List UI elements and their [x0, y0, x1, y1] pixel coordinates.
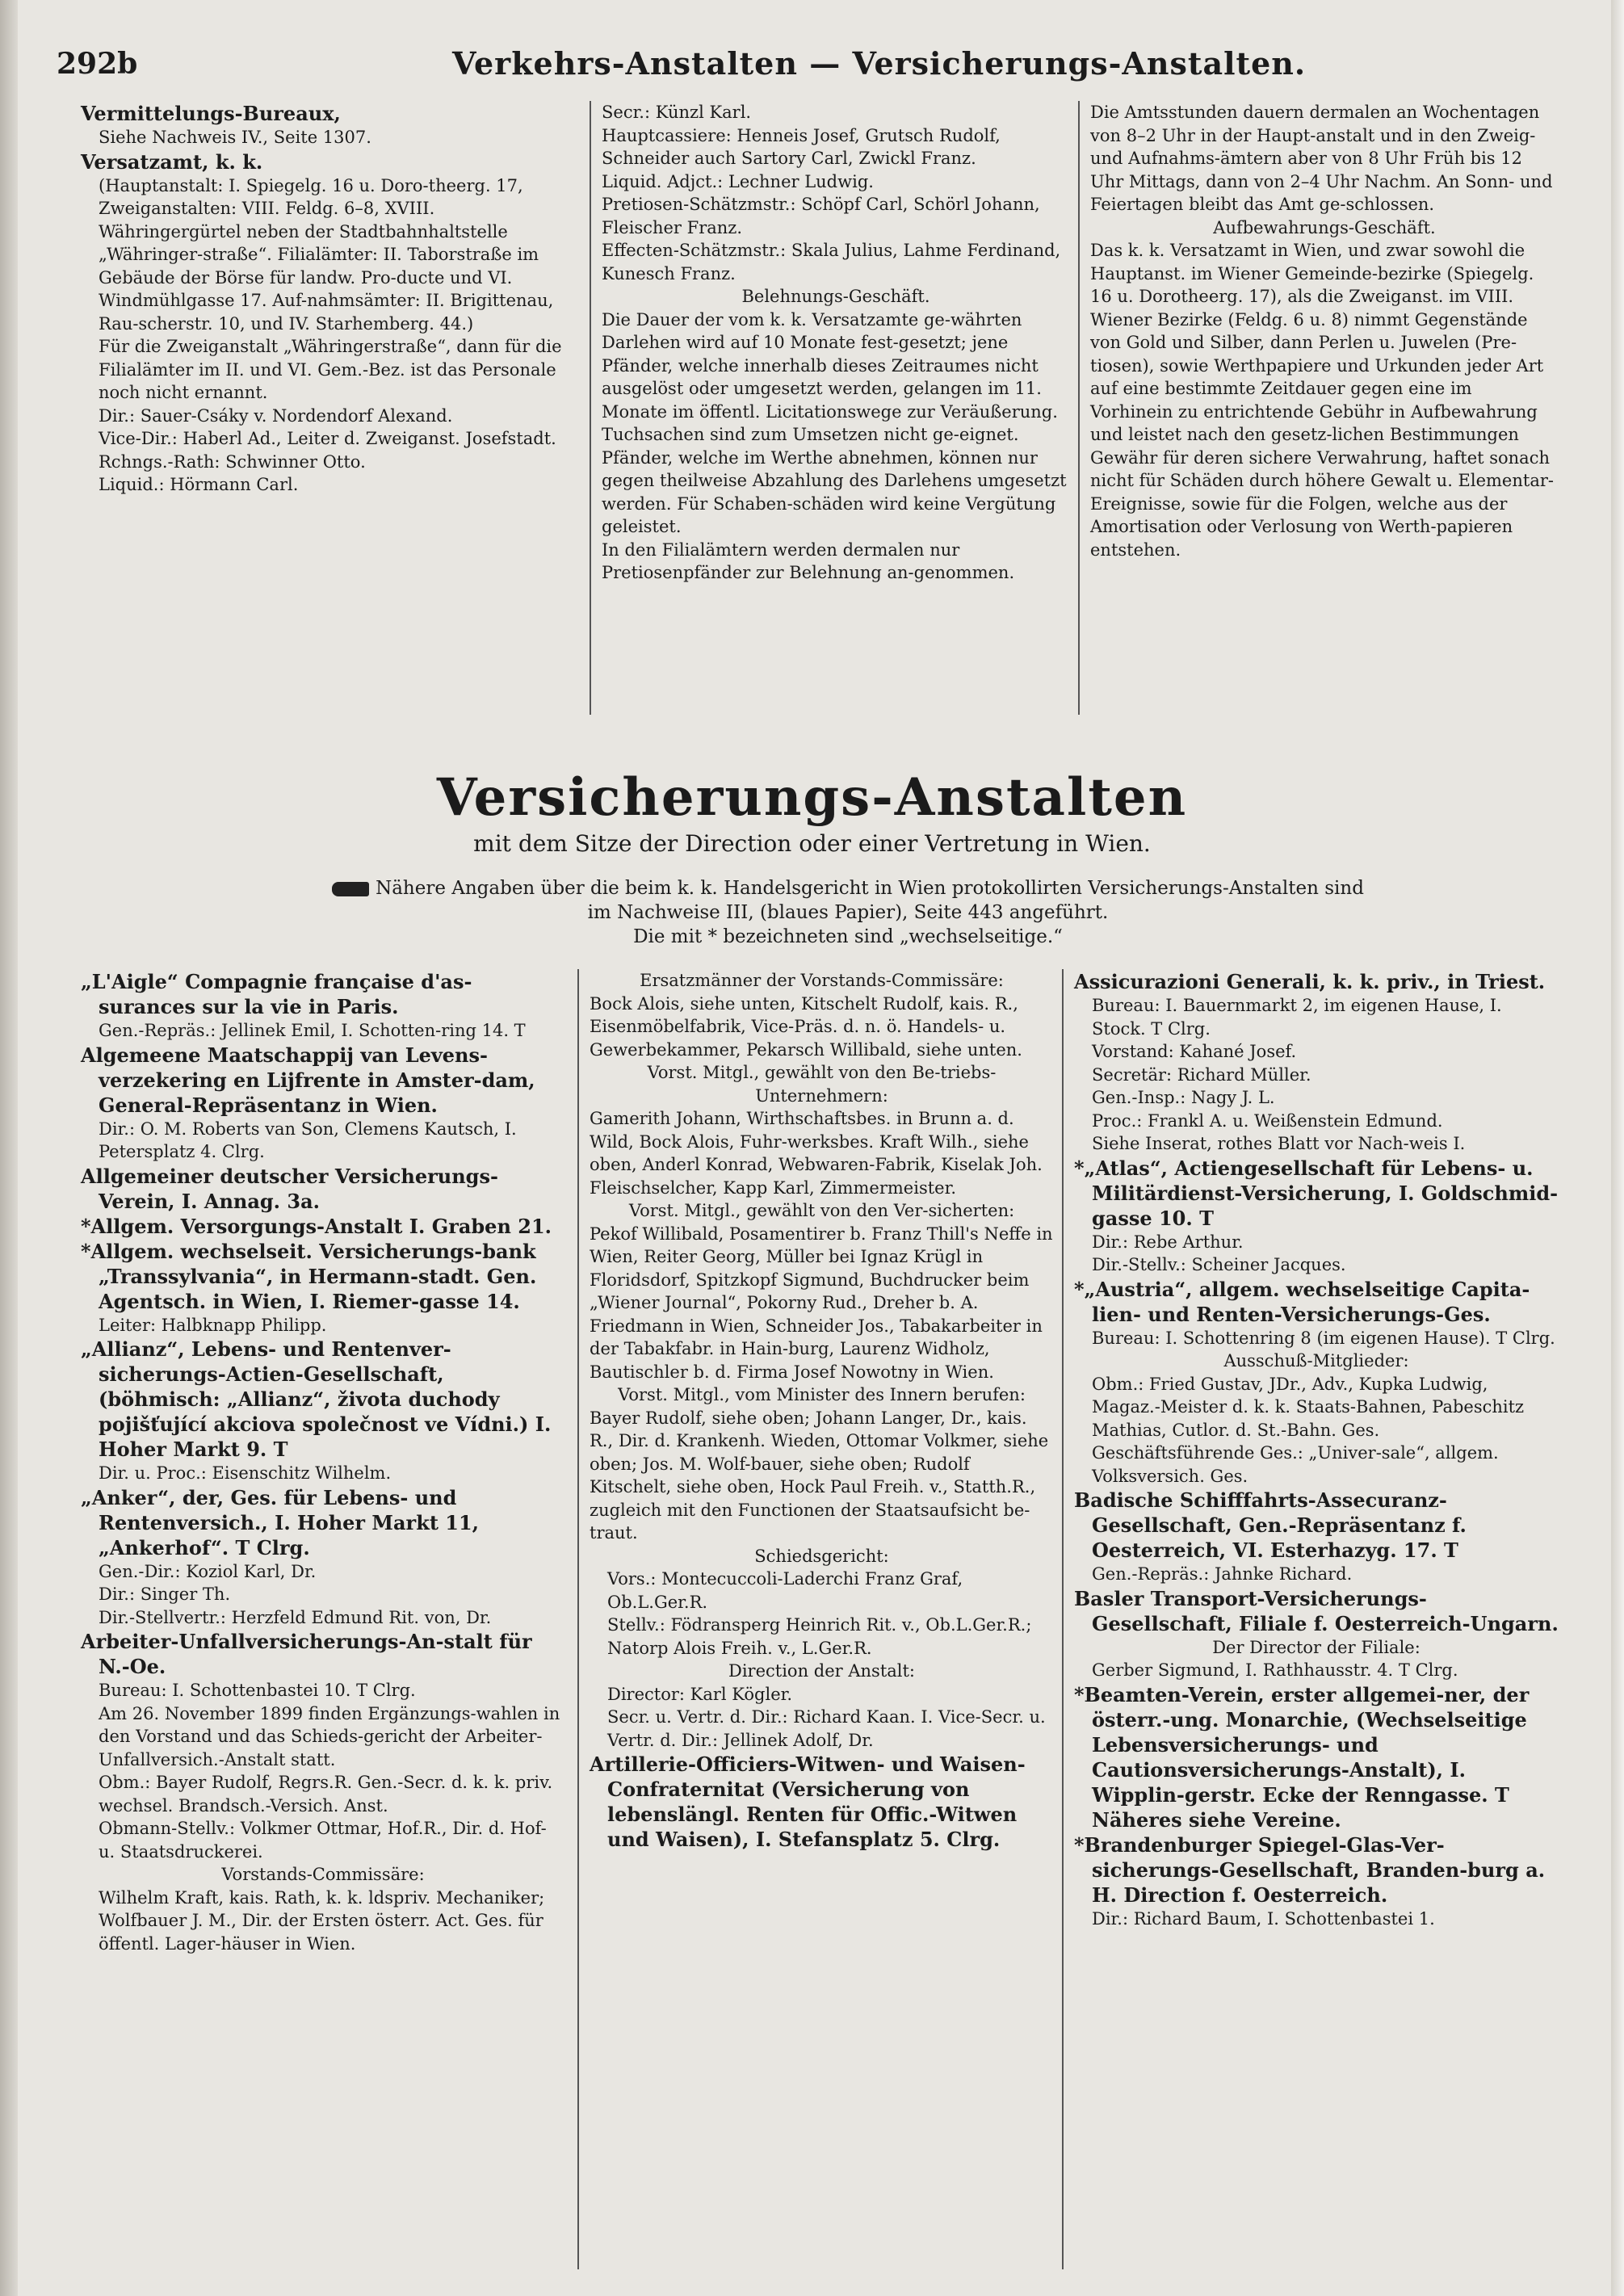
entry-text: Effecten-Schätzmstr.: Skala Julius, Lahme Ferdinand, Kunesch Franz.	[602, 241, 1061, 283]
entry-text: Das k. k. Versatzamt in Wien, und zwar sowohl die Hauptanst. im Wiener Gemeinde-bezirke (Spiegelg. 16 u. Dorotheerg. 17), als die Zweiganst. im VIII. Wiener Bezirke (Feldg. 6 u. 8) nimmt Gegenstände von Gold und Silber, dann Perlen u. Juwelen (Pre-tiosen), sowie Werthpapiere und Urkunden jeder Art auf eine bestimmte Zeitdauer gegen eine im Vorhinein zu entrichtende Gebühr in Aufbewahrung und leistet nach den gesetz-lichen Bestimmungen Gewähr für deren sichere Verwahrung, haftet sonach nicht für Schäden durch höhere Gewalt u. Elementar-Ereignisse, sowie für die Folgen, welche aus der Amortisation oder Verlosung von Werth-papieren entstehen.	[1090, 241, 1554, 560]
entry-text: Dir.-Stellvertr.: Herzfeld Edmund Rit. von, Dr.	[99, 1607, 492, 1627]
entry-text: Hauptcassiere: Henneis Josef, Grutsch Rudolf, Schneider auch Sartory Carl, Zwickl Franz.	[602, 125, 1001, 168]
entry-text: Leiter: Halbknapp Philipp.	[99, 1315, 327, 1335]
entry-text: Gamerith Johann, Wirthschaftsbes. in Brunn a. d. Wild, Bock Alois, Fuhr-werksbes. Kraft Wilh., siehe oben, Anderl Konrad, Webwaren-Fabrik, Kiselak Joh. Fleischselcher, Kapp Karl, Zimmermeister.	[590, 1109, 1043, 1198]
entry-text: Gen.-Dir.: Koziol Karl, Dr.	[99, 1561, 317, 1581]
entry-text: Tuchsachen sind zum Umsetzen nicht ge-eignet. Pfänder, welche im Werthe abnehmen, können nur gegen theilweise Abzahlung des Darlehens umgesetzt werden. Für Schaben-schäden wird keine Vergütung geleistet.	[602, 425, 1067, 536]
entry-text: Obmann-Stellv.: Volkmer Ottmar, Hof.R., Dir. d. Hof- u. Staatsdruckerei.	[99, 1819, 547, 1862]
entry-heading: *Beamten-Verein, erster allgemei-ner, der österr.-ung. Monarchie, (Wechselseitige Lebensversicherungs- und Cautionsversicherungs-Anstalt), I. Wipplin-gerstr. Ecke der Renngasse. T Näheres siehe Vereine.	[1074, 1682, 1530, 1832]
entry-text: Ausschuß-Mitglieder:	[1223, 1351, 1409, 1370]
entry-text: Vorst. Mitgl., gewählt von den Ver-sicherten:	[628, 1201, 1015, 1220]
entry-text: Bureau: I. Schottenring 8 (im eigenen Hause). T Clrg.	[1092, 1328, 1555, 1348]
entry-text: Vice-Dir.: Haberl Ad., Leiter d. Zweiganst. Josefstadt.	[99, 429, 556, 448]
entry-heading: Allgemeiner deutscher Versicherungs-Verein, I. Annag. 3a.	[81, 1164, 498, 1213]
note-line-3: Die mit * bezeichneten sind „wechselseitige.“	[633, 926, 1063, 947]
entry-text: Dir.: O. M. Roberts van Son, Clemens Kautsch, I. Petersplatz 4. Clrg.	[99, 1119, 517, 1161]
top-column-3	[1090, 101, 1559, 561]
entry-text: Siehe Inserat, rothes Blatt vor Nach-weis I.	[1092, 1134, 1466, 1153]
top-column-1	[81, 101, 573, 497]
entry-heading: Basler Transport-Versicherungs-Gesellschaft, Filiale f. Oesterreich-Ungarn.	[1074, 1586, 1559, 1635]
entry-text: Pekof Willibald, Posamentirer b. Franz Thill's Neffe in Wien, Reiter Georg, Müller bei Ignaz Krügl in Floridsdorf, Spitzkopf Sigmund, Buchdrucker beim „Wiener Journal“, Pokorny Rud., Dreher b. A. Friedmann in Wien, Schneider Jos., Tabakarbeiter in der Tabakfabr. in Hain-burg, Laurenz Widholz, Bautischler b. d. Firma Josef Nowotny in Wien.	[590, 1224, 1053, 1382]
entry-text: Obm.: Fried Gustav, JDr., Adv., Kupka Ludwig, Magaz.-Meister d. k. k. Staats-Bahnen, Pabeschitz Mathias, Cutlor. d. St.-Bahn. Ges.	[1092, 1374, 1525, 1440]
entry-text: Aufbewahrungs-Geschäft.	[1213, 217, 1436, 237]
entry-heading: Vermittelungs-Bureaux,	[81, 102, 341, 125]
entry-heading: „L'Aigle“ Compagnie française d'as-surances sur la vie in Paris.	[81, 970, 472, 1018]
entry-text: Gen.-Repräs.: Jahnke Richard.	[1092, 1564, 1353, 1584]
entry-text: Am 26. November 1899 finden Ergänzungs-wahlen in den Vorstand und das Schieds-gericht der Arbeiter-Unfallversich.-Anstalt statt.	[99, 1703, 560, 1769]
entry-text: Bureau: I. Schottenbastei 10. T Clrg.	[99, 1681, 416, 1700]
entry-text: Director: Karl Kögler.	[607, 1684, 793, 1704]
entry-heading: Algemeene Maatschappij van Levens-verzekering en Lijfrente in Amster-dam, General-Repräsentanz in Wien.	[81, 1043, 535, 1117]
entry-text: Dir.: Sauer-Csáky v. Nordendorf Alexand.	[99, 405, 453, 426]
entry-text: Gen.-Insp.: Nagy J. L.	[1092, 1088, 1275, 1107]
entry-text: Vors.: Montecuccoli-Laderchi Franz Graf, Ob.L.Ger.R.	[607, 1569, 963, 1612]
column-rule	[577, 969, 579, 2269]
entry-text: Bock Alois, siehe unten, Kitschelt Rudolf, kais. R., Eisenmöbelfabrik, Vice-Präs. d. n. ö. Handels- u. Gewerbekammer, Pekarsch Willibald, siehe unten.	[590, 993, 1022, 1060]
entry-text: Bayer Rudolf, siehe oben; Johann Langer, Dr., kais. R., Dir. d. Krankenh. Wieden, Ottomar Volkmer, siehe oben; Jos. M. Wolf-bauer, siehe oben; Rudolf Kitschelt, siehe oben, Hock Paul Freih. v., Statth.R., zugleich mit den Functionen der Staatsaufsicht be-traut.	[590, 1408, 1049, 1543]
entry-text: Dir.: Rebe Arthur.	[1092, 1232, 1244, 1252]
entry-text: Vorst. Mitgl., gewählt von den Be-triebs-Unternehmern:	[647, 1063, 997, 1106]
entry-text: Obm.: Bayer Rudolf, Regrs.R. Gen.-Secr. d. k. k. priv. wechsel. Brandsch.-Versich. Anst.	[99, 1773, 553, 1815]
note-line-1: Nähere Angaben über die beim k. k. Handelsgericht in Wien protokollirten Versicherungs-Anstalten sind	[376, 878, 1364, 899]
entry-heading: Versatzamt, k. k.	[81, 149, 263, 174]
entry-text: Bureau: I. Bauernmarkt 2, im eigenen Hause, I. Stock. T Clrg.	[1092, 996, 1502, 1039]
entry-text: Dir.-Stellv.: Scheiner Jacques.	[1092, 1255, 1346, 1274]
entry-heading: *Allgem. wechselseit. Versicherungs-bank „Transsylvania“, in Hermann-stadt. Gen. Agentsch. in Wien, I. Riemer-gasse 14.	[81, 1239, 537, 1313]
entry-text: Liquid. Adjct.: Lechner Ludwig.	[602, 171, 874, 191]
entry-text: Secr. u. Vertr. d. Dir.: Richard Kaan. I. Vice-Secr. u. Vertr. d. Dir.: Jellinek Adolf, Dr.	[607, 1707, 1046, 1750]
page-edge	[1611, 0, 1624, 2296]
entry-heading: „Allianz“, Lebens- und Rentenver-sicherungs-Actien-Gesellschaft, (böhmisch: „Allianz“, života duchody pojišťující akciova společnost ve Vídni.) I. Hoher Markt 9. T	[81, 1337, 552, 1461]
entry-text: Siehe Nachweis IV., Seite 1307.	[99, 128, 371, 147]
top-column-2	[602, 101, 1070, 585]
entry-heading: Arbeiter-Unfallversicherungs-An-stalt für N.-Oe.	[81, 1630, 532, 1678]
entry-text: Vorst. Mitgl., vom Minister des Innern berufen:	[618, 1385, 1026, 1404]
entry-text: Vorstands-Commissäre:	[221, 1865, 425, 1884]
entry-text: Dir. u. Proc.: Eisenschitz Wilhelm.	[99, 1463, 392, 1483]
entry-text: Für die Zweiganstalt „Währingerstraße“, dann für die Filialämter im II. und VI. Gem.-Bez. ist das Personale noch nicht ernannt.	[99, 337, 562, 402]
section-title: Versicherungs-Anstalten	[436, 767, 1188, 828]
book-spine-shadow	[0, 0, 18, 2296]
entry-text: Geschäftsführende Ges.: „Univer-sale“, allgem. Volksversich. Ges.	[1092, 1443, 1499, 1486]
entry-text: Wilhelm Kraft, kais. Rath, k. k. ldspriv. Mechaniker; Wolfbauer J. M., Dir. der Ersten österr. Act. Ges. für öffentl. Lager-häuser in Wien.	[99, 1887, 545, 1954]
entry-heading: *Allgem. Versorgungs-Anstalt I. Graben 21.	[81, 1214, 552, 1238]
entry-text: Vorstand: Kahané Josef.	[1092, 1042, 1297, 1061]
bottom-column-1	[81, 969, 565, 1955]
entry-text: Dir.: Richard Baum, I. Schottenbastei 1.	[1092, 1908, 1435, 1929]
entry-text: Die Dauer der vom k. k. Versatzamte ge-währten Darlehen wird auf 10 Monate fest-gesetzt; jene Pfänder, welche innerhalb dieses Zeitraumes nicht ausgelöst oder umgesetzt werden, gelangen im 11. Monate im öffentl. Licitationswege zur Veräußerung.	[602, 309, 1058, 422]
entry-text: Ersatzmänner der Vorstands-Commissäre:	[640, 971, 1004, 990]
entry-heading: „Anker“, der, Ges. für Lebens- und Rentenversich., I. Hoher Markt 11, „Ankerhof“. T Clrg.	[81, 1485, 480, 1559]
entry-heading: Assicurazioni Generali, k. k. priv., in Triest.	[1074, 970, 1546, 993]
bottom-column-2	[590, 969, 1054, 1852]
column-rule	[590, 101, 591, 715]
running-header: Verkehrs-Anstalten — Versicherungs-Anstalten.	[452, 45, 1307, 82]
bottom-column-3	[1074, 969, 1559, 1930]
column-rule	[1078, 101, 1080, 715]
entry-heading: *„Austria“, allgem. wechselseitige Capita-lien- und Renten-Versicherungs-Ges.	[1074, 1277, 1530, 1326]
entry-text: Pretiosen-Schätzmstr.: Schöpf Carl, Schörl Johann, Fleischer Franz.	[602, 195, 1040, 237]
pointing-hand-icon	[332, 882, 369, 896]
entry-text: Direction der Anstalt:	[728, 1661, 916, 1681]
note-line-2: im Nachweise III, (blaues Papier), Seite 443 angeführt.	[587, 902, 1109, 923]
entry-text: Schiedsgericht:	[754, 1546, 889, 1566]
column-rule	[1062, 969, 1064, 2269]
entry-heading: Artillerie-Officiers-Witwen- und Waisen-Confraternitat (Versicherung von lebenslängl. Renten für Offic.-Witwen und Waisen), I. Stefansplatz 5. Clrg.	[590, 1752, 1026, 1851]
entry-heading: *Brandenburger Spiegel-Glas-Ver-sicherungs-Gesellschaft, Branden-burg a. H. Direction f. Oesterreich.	[1074, 1832, 1546, 1907]
entry-text: Die Amtsstunden dauern dermalen an Wochentagen von 8–2 Uhr in der Haupt-anstalt und in den Zweig- und Aufnahms-ämtern aber von 8 Uhr Früh bis 12 Uhr Mittags, dann von 2–4 Uhr Nachm. An Sonn- und Feiertagen bleibt das Amt ge-schlossen.	[1090, 103, 1553, 214]
entry-text: In den Filialämtern werden dermalen nur Pretiosenpfänder zur Belehnung an-genommen.	[602, 539, 1015, 582]
entry-heading: *„Atlas“, Actiengesellschaft für Lebens- u. Militärdienst-Versicherung, I. Goldschmid-gasse 10. T	[1074, 1156, 1559, 1230]
entry-text: Gerber Sigmund, I. Rathhausstr. 4. T Clrg.	[1092, 1660, 1458, 1680]
entry-text: Dir.: Singer Th.	[99, 1585, 231, 1604]
entry-text: Der Director der Filiale:	[1212, 1637, 1420, 1657]
section-subtitle: mit dem Sitze der Direction oder einer Vertretung in Wien.	[473, 830, 1151, 857]
entry-text: (Hauptanstalt: I. Spiegelg. 16 u. Doro-theerg. 17, Zweiganstalten: VIII. Feldg. 6–8, XVIII. Währingergürtel neben der Stadtbahnhaltstelle „Währinger-straße“. Filialämter: II. Taborstraße im Gebäude der Börse für landw. Pro-ducte und VI. Windmühlgasse 17. Auf-nahmsämter: II. Brigittenau, Rau-scherstr. 10, und IV. Starhemberg. 44.)	[99, 175, 554, 334]
entry-text: Belehnungs-Geschäft.	[741, 287, 930, 306]
entry-text: Stellv.: Födransperg Heinrich Rit. v., Ob.L.Ger.R.; Natorp Alois Freih. v., L.Ger.R.	[607, 1615, 1032, 1658]
entry-text: Rchngs.-Rath: Schwinner Otto.	[99, 451, 366, 472]
section-note	[129, 876, 1567, 949]
entry-heading: Badische Schifffahrts-Assecuranz-Gesellschaft, Gen.-Repräsentanz f. Oesterreich, VI. Esterhazyg. 17. T	[1074, 1488, 1467, 1562]
entry-text: Secretär: Richard Müller.	[1092, 1064, 1311, 1085]
page-number: 292b	[57, 47, 138, 81]
entry-text: Gen.-Repräs.: Jellinek Emil, I. Schotten-ring 14. T	[99, 1021, 526, 1040]
entry-text: Liquid.: Hörmann Carl.	[99, 475, 299, 494]
entry-text: Secr.: Künzl Karl.	[602, 103, 752, 122]
entry-text: Proc.: Frankl A. u. Weißenstein Edmund.	[1092, 1110, 1443, 1131]
